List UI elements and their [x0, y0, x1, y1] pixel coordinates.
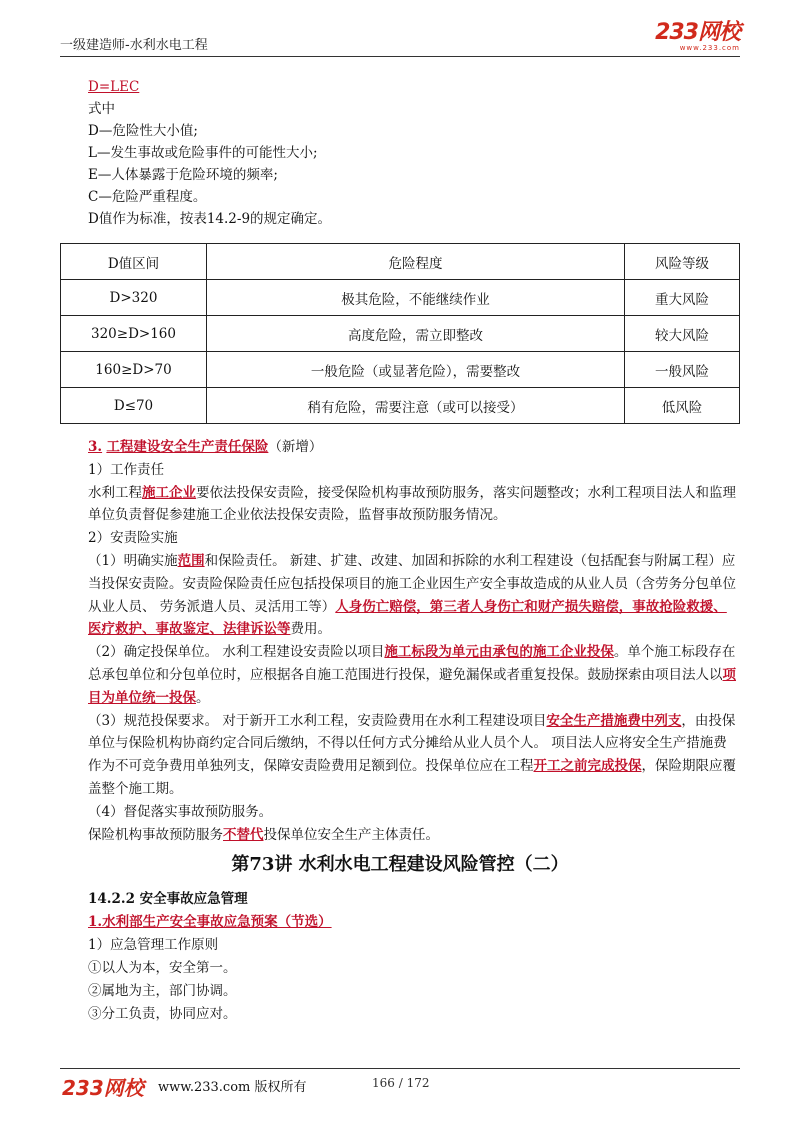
- text-run: ，保险期限应覆盖整个施工期。: [88, 758, 736, 797]
- highlight-text: 施工标段为单元由承包的施工企业投保: [384, 644, 614, 661]
- heading-num: 3.: [88, 439, 103, 455]
- highlight-text: 安全生产措施费中列支: [546, 712, 682, 729]
- formula-line: D值作为标准，按表14.2-9的规定确定。: [88, 211, 332, 227]
- table-row: [61, 316, 740, 352]
- formula-line: D—危险性大小值;: [88, 123, 198, 139]
- footer-rule: [60, 1068, 740, 1069]
- table-cell: 重大风险: [625, 280, 740, 316]
- page-header: [60, 22, 740, 57]
- list-item: 1）应急管理工作原则: [88, 937, 219, 953]
- text-run: ，由投保单位与保险机构协商约定合同后缴纳，不得以任何方式分摊给从业人员个人。 项目法人应将安全生产措施费作为不可竞争费用单独列支，保障安责险费用足额到位。投保单位应在工程: [88, 712, 736, 775]
- logo-url: www.233.com: [679, 44, 740, 52]
- text-run: （3）规范投保要求。 对于新开工水利工程，安责险费用在水利工程建设项目: [88, 712, 547, 729]
- item-scope: [88, 550, 740, 641]
- section-heading: 14.2.2 安全事故应急管理: [88, 891, 248, 907]
- brand-logo: [655, 22, 740, 52]
- text-run: 费用。: [290, 621, 331, 638]
- item-unit: [88, 641, 740, 709]
- header-title: 一级建造师-水利水电工程: [60, 38, 208, 53]
- highlight-text: 人身伤亡赔偿，第三者人身伤亡和财产损失赔偿，事故抢险救援、医疗救护、事故鉴定、法律诉讼等: [88, 598, 727, 638]
- section-emergency: [88, 888, 740, 1026]
- subheading-implement: 2）安责险实施: [88, 530, 178, 547]
- list-item: ①以人为本，安全第一。: [88, 960, 237, 976]
- text-run: 保险机构事故预防服务: [88, 826, 223, 843]
- subheading-duty: 1）工作责任: [88, 461, 165, 478]
- subheading-plan: 1.水利部生产安全事故应急预案（节选）: [88, 914, 332, 930]
- text-run: 。: [196, 689, 210, 706]
- highlight-text: 施工企业: [142, 484, 196, 501]
- table-row: [61, 352, 740, 388]
- text-run: 要依法投保安责险，接受保险机构事故预防服务，落实问题整改；水利工程项目法人和监理单位负责督促参建施工企业依法投保安责险，监督事故预防服务情况。: [88, 484, 736, 524]
- table-cell: 极其危险，不能继续作业: [207, 280, 625, 316]
- table-cell: 320≥D>160: [61, 316, 207, 352]
- item-requirements: [88, 710, 740, 801]
- table-header: 危险程度: [207, 244, 625, 280]
- highlight-text: 范围: [177, 552, 205, 569]
- section-heading: [88, 436, 740, 459]
- text-run: 和保险责任。 新建、扩建、改建、加固和拆除的水利工程建设（包括配套与附属工程）应当投保安责险。安责险保险责任应包括投保项目的施工企业因生产安全事故造成的从业人员（含劳务分包单位从业人员、 劳务派遣人员、灵活用工等）: [88, 552, 736, 615]
- highlight-text: 开工之前完成投保: [533, 758, 642, 775]
- section-insurance: [88, 436, 740, 846]
- formula-block: [88, 76, 742, 230]
- table-cell: 高度危险，需立即整改: [207, 316, 625, 352]
- highlight-text: 不替代: [223, 826, 264, 843]
- lecture-title: 第73讲 水利水电工程建设风险管控（二）: [231, 854, 569, 875]
- text-run: （2）确定投保单位。 水利工程建设安责险以项目: [88, 644, 385, 661]
- formula-eq: D=LEC: [88, 79, 140, 95]
- formula-line: 式中: [88, 101, 115, 117]
- footer-logo: 233网校: [62, 1076, 144, 1100]
- table-row: [61, 280, 740, 316]
- paragraph-duty: [88, 482, 740, 528]
- text-run: 水利工程: [88, 484, 142, 501]
- table-cell: 较大风险: [625, 316, 740, 352]
- page-number: 166 / 172: [372, 1076, 430, 1090]
- table-cell: 160≥D>70: [61, 352, 207, 388]
- table-cell: 稍有危险，需要注意（或可以接受）: [207, 388, 625, 424]
- text-run: （1）明确实施: [88, 552, 178, 569]
- item-prevention: （4）督促落实事故预防服务。: [88, 803, 273, 820]
- formula-line: E—人体暴露于危险环境的频率;: [88, 167, 278, 183]
- table-header: D值区间: [61, 244, 207, 280]
- table-row: [61, 388, 740, 424]
- heading-suffix: （新增）: [268, 439, 323, 455]
- formula-line: L—发生事故或危险事件的可能性大小;: [88, 145, 318, 161]
- table-header-row: [61, 244, 740, 280]
- table-cell: D>320: [61, 280, 207, 316]
- table-header: 风险等级: [625, 244, 740, 280]
- heading-text: 工程建设安全生产责任保险: [106, 439, 269, 455]
- table-cell: 一般风险: [625, 352, 740, 388]
- table-cell: 一般危险（或显著危险），需要整改: [207, 352, 625, 388]
- logo-text: 233网校: [655, 20, 740, 45]
- risk-table: [60, 243, 740, 424]
- list-item: ②属地为主，部门协调。: [88, 983, 237, 999]
- text-run: 。单个施工标段存在总承包单位和分包单位时，应根据各自施工范围进行投保，避免漏保或者重复投保。鼓励探索由项目法人以: [88, 644, 736, 683]
- table-cell: D≤70: [61, 388, 207, 424]
- text-run: 投保单位安全生产主体责任。: [263, 826, 439, 843]
- table-cell: 低风险: [625, 388, 740, 424]
- formula-line: C—危险严重程度。: [88, 189, 207, 205]
- highlight-text: 项目为单位统一投保: [88, 666, 736, 706]
- footer-site: www.233.com 版权所有: [158, 1080, 307, 1095]
- list-item: ③分工负责，协同应对。: [88, 1006, 237, 1022]
- paragraph-last: [88, 824, 740, 847]
